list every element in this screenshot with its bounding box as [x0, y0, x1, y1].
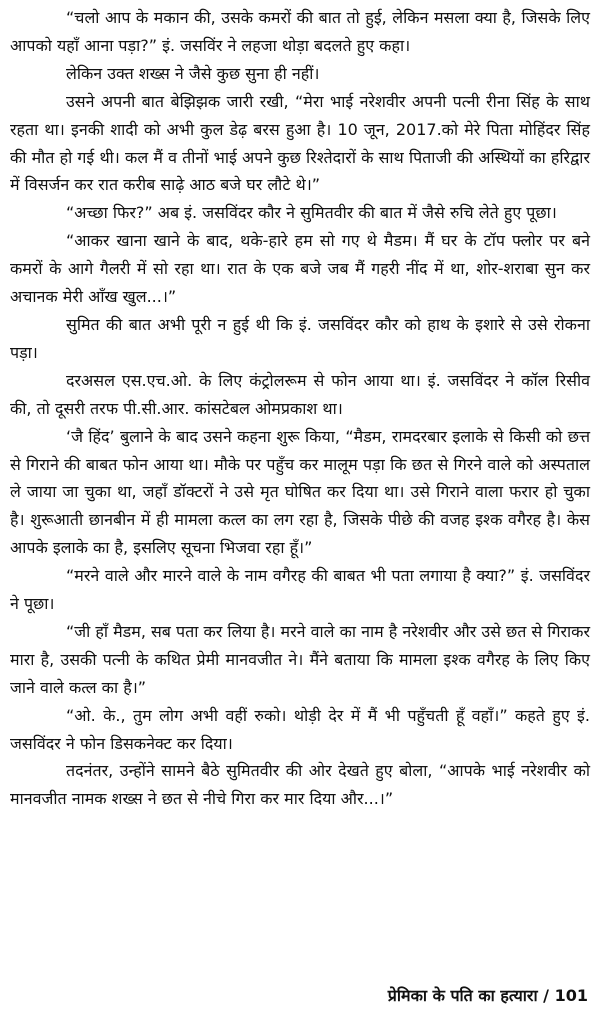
paragraph: सुमित की बात अभी पूरी न हुई थी कि इं. जसविंदर कौर को हाथ के इशारे से उसे रोकना पड़ा।	[10, 314, 590, 362]
paragraph: दरअसल एस.एच.ओ. के लिए कंट्रोलरूम से फोन आया था। इं. जसविंदर ने कॉल रिसीव की, तो दूसरी तरफ पी.सी.आर. कांसटेबल ओमप्रकाश था।	[10, 370, 590, 418]
book-page-body	[10, 4, 590, 813]
paragraph: “अच्छा फिर?” अब इं. जसविंदर कौर ने सुमितवीर की बात में जैसे रुचि लेते हुए पूछा।	[66, 203, 557, 223]
paragraph: “चलो आप के मकान की, उसके कमरों की बात तो हुई, लेकिन मसला क्या है, जिसके लिए आपको यहाँ आना पड़ा?” इं. जसविंर ने लहजा थोड़ा बदलते हुए कहा।	[10, 8, 590, 55]
paragraph: “आकर खाना खाने के बाद, थके-हारे हम सो गए थे मैडम। मैं घर के टॉप फ्लोर पर बने कमरों के आगे गैलरी में सो रहा था। रात के एक बजे जब मैं गहरी नींद में था, शोर-शराबा सुन कर अचानक मेरी आँख खुल...।”	[10, 231, 590, 307]
page-footer-running-title: प्रेमिका के पति का हत्यारा / 101	[387, 986, 588, 1005]
paragraph: उसने अपनी बात बेझिझक जारी रखी, “मेरा भाई नरेशवीर अपनी पत्नी रीना सिंह के साथ रहता था। इनकी शादी को अभी कुल डेढ़ बरस हुआ है। 10 जून, 2017.को मेरे पिता मोहिंदर सिंह की मौत हो गई थी। कल मैं व तीनों भाई अपने कुछ रिश्तेदारों के साथ पिताजी की अस्थियों का हरिद्वार में विसर्जन कर रात करीब साढ़े आठ बजे घर लौटे थे।”	[10, 91, 590, 195]
paragraph: ‘जै हिंद’ बुलाने के बाद उसने कहना शुरू किया, “मैडम, रामदरबार इलाके से किसी को छत्त से गिराने की बाबत फोन आया था। मौके पर पहुँच कर मालूम पड़ा कि छत से गिरने वाले को अस्पताल ले जाया जा चुका था, जहाँ डॉक्टरों ने उसे मृत घोषित कर दिया था। उसे गिराने वाला फरार हो चुका है। शुरूआती छानबीन में ही मामला कत्ल का लग रहा है, जिसके पीछे की वजह इश्क वगैरह है। केस आपके इलाके का है, इसलिए सूचना भिजवा रहा हूँ।”	[10, 426, 590, 558]
paragraph: “जी हाँ मैडम, सब पता कर लिया है। मरने वाले का नाम है नरेशवीर और उसे छत से गिराकर मारा है, उसकी पत्नी के कथित प्रेमी मानवजीत ने। मैंने बताया कि मामला इश्क वगैरह के लिए किए जाने वाले कत्ल का है।”	[10, 621, 590, 697]
paragraph: तदनंतर, उन्होंने सामने बैठे सुमितवीर की ओर देखते हुए बोला, “आपके भाई नरेशवीर को मानवजीत नामक शख्स ने छत से नीचे गिरा कर मार दिया और...।”	[10, 761, 590, 809]
paragraph: “ओ. के., तुम लोग अभी वहीं रुको। थोड़ी देर में मैं भी पहुँचती हूँ वहाँ।” कहते हुए इं. जसविंदर ने फोन डिसकनेक्ट कर दिया।	[10, 705, 590, 753]
paragraph: लेकिन उक्त शख्स ने जैसे कुछ सुना ही नहीं।	[66, 63, 320, 83]
paragraph: “मरने वाले और मारने वाले के नाम वगैरह की बाबत भी पता लगाया है क्या?” इं. जसविंदर ने पूछा।	[10, 566, 590, 614]
